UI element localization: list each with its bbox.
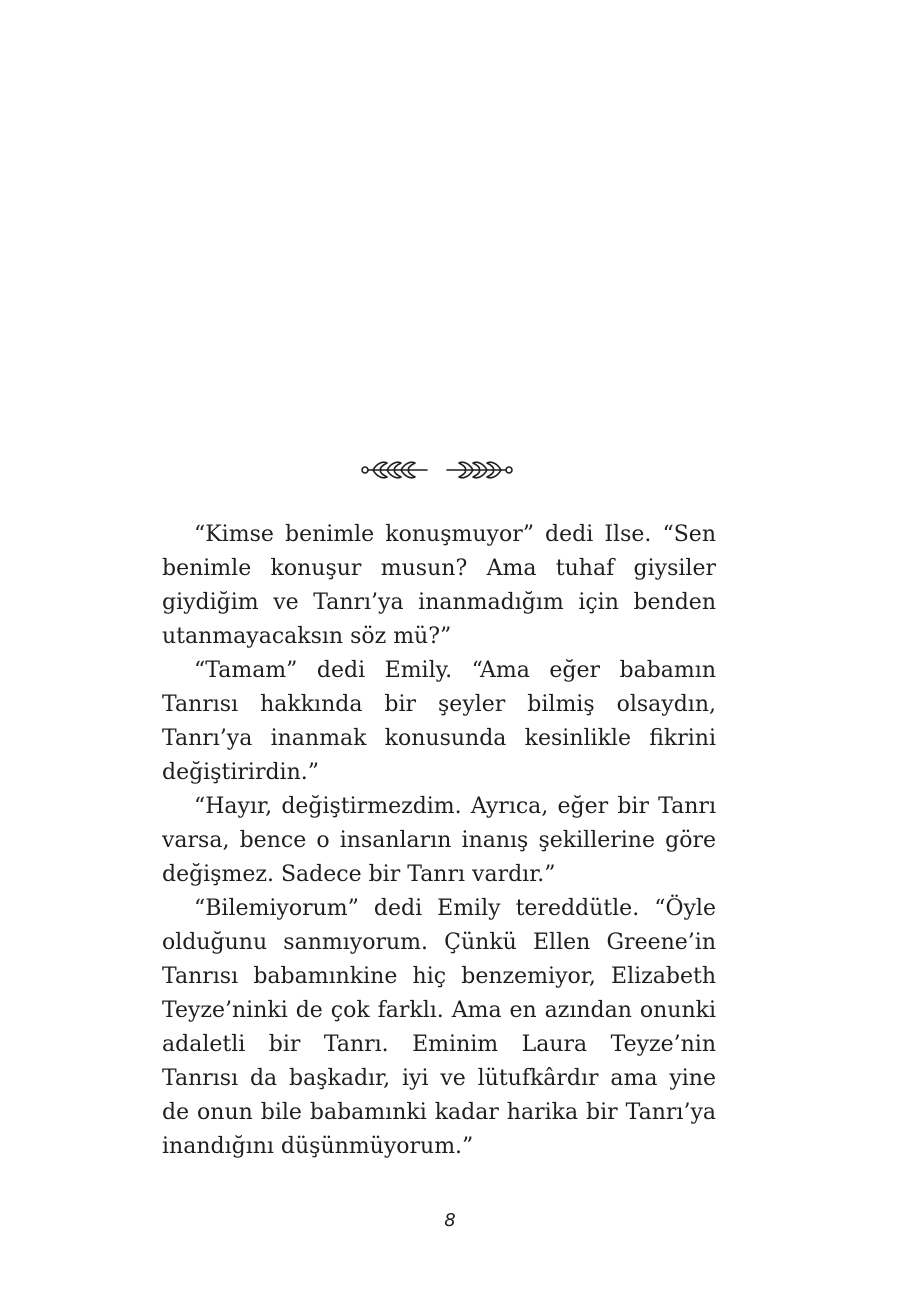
paragraph: “Hayır, değiştirmezdim. Ayrıca, eğer bir Tanrı varsa, bence o insanların inanış şekillerine göre değişmez. Sadece bir Tanrı vardır.” [162,794,716,887]
paragraph: “Kimse benimle konuşmuyor” dedi Ilse. “Sen benimle konuşur musun? Ama tuhaf giysiler giydiğim ve Tanrı’ya inanmadığım için benden utanmayacaksın söz mü?” [162,522,716,649]
laurel-divider-icon [359,455,515,485]
paragraph: “Tamam” dedi Emily. “Ama eğer babamın Tanrısı hakkında bir şeyler bilmiş olsaydın, Tanrı’ya inanmak konusunda kesinlikle fikrini değiştirirdin.” [162,658,716,785]
body-text [162,518,716,1164]
page-number: 8 [444,1210,456,1231]
paragraph: “Bilemiyorum” dedi Emily tereddütle. “Öyle olduğunu sanmıyorum. Çünkü Ellen Greene’in Tanrısı babamınkine hiç benzemiyor, Elizabeth Teyze’ninki de çok farklı. Ama en azından onunki adaletli bir Tanrı. Eminim Laura Teyze’nin Tanrısı da başkadır, iyi ve lütufkârdır ama yine de onun bile babamınki kadar harika bir Tanrı’ya inandığını düşünmüyorum.” [162,896,716,1159]
